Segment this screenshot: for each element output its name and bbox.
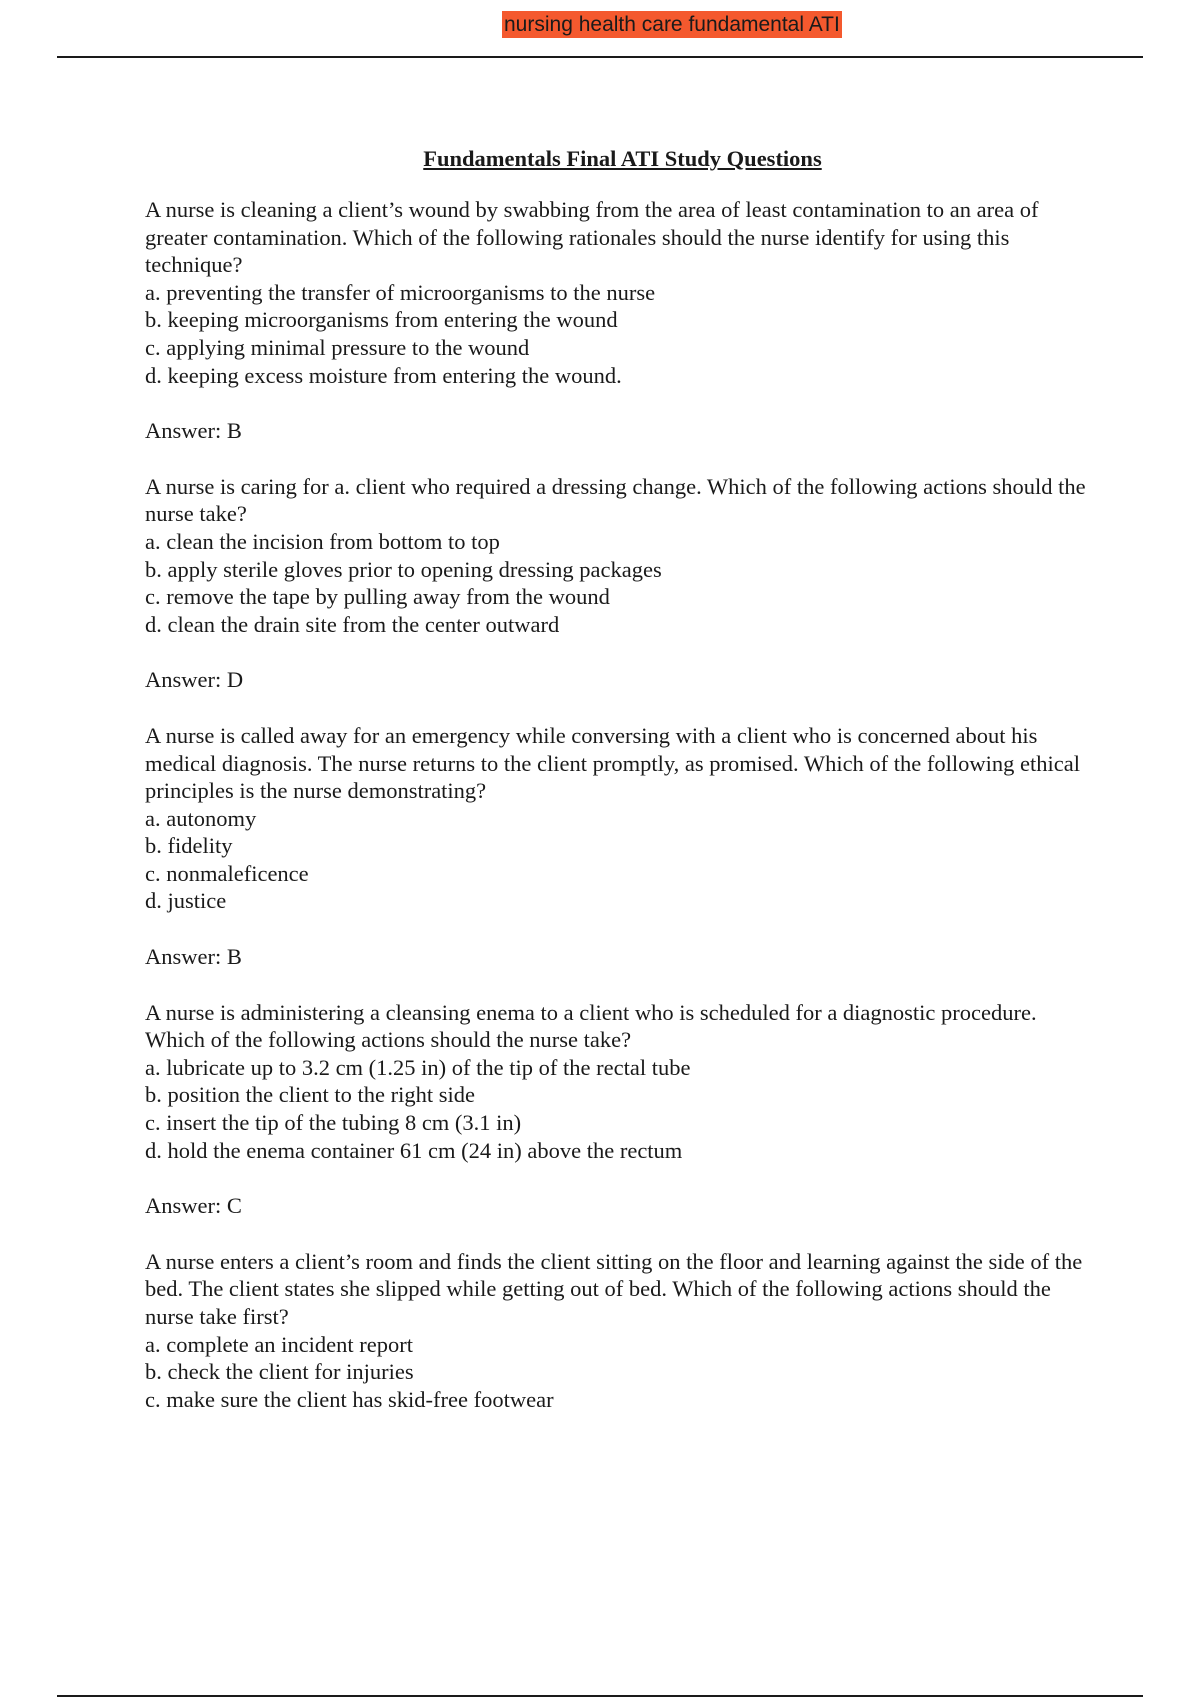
option-item: d. justice (145, 888, 227, 914)
option-item: a. lubricate up to 3.2 cm (1.25 in) of the tip of the rectal tube (145, 1054, 691, 1080)
question-block-1 (145, 196, 1090, 445)
option-item: b. check the client for injuries (145, 1359, 414, 1385)
option-item: c. make sure the client has skid-free footwear (145, 1386, 554, 1412)
option-item: c. nonmaleficence (145, 860, 309, 886)
question-text: A nurse is caring for a. client who required a dressing change. Which of the following actions should the nurse take? (145, 473, 1086, 527)
question-block-3 (145, 722, 1090, 971)
option-item: d. hold the enema container 61 cm (24 in) above the rectum (145, 1137, 683, 1163)
option-item: b. keeping microorganisms from entering the wound (145, 307, 618, 333)
header-divider (57, 56, 1143, 58)
document-body (145, 145, 1090, 1413)
option-item: a. autonomy (145, 805, 257, 831)
document-title: Fundamentals Final ATI Study Questions (423, 146, 822, 171)
option-item: d. keeping excess moisture from entering the wound. (145, 362, 622, 388)
option-item: a. preventing the transfer of microorganisms to the nurse (145, 279, 656, 305)
answer-line: Answer: C (145, 1193, 242, 1219)
option-list (145, 805, 1090, 915)
option-item: c. applying minimal pressure to the wound (145, 334, 530, 360)
question-text: A nurse enters a client’s room and finds the client sitting on the floor and learning against the side of the bed. The client states she slipped while getting out of bed. Which of the following actions should the nurse take first? (145, 1248, 1083, 1329)
option-list (145, 1054, 1090, 1164)
answer-line: Answer: D (145, 667, 244, 693)
answer-line: Answer: B (145, 418, 242, 444)
option-item: b. fidelity (145, 833, 233, 859)
question-text: A nurse is called away for an emergency while conversing with a client who is concerned about his medical diagnosis. The nurse returns to the client promptly, as promised. Which of the following ethical principles is the nurse demonstrating? (145, 722, 1080, 804)
question-block-4 (145, 999, 1090, 1220)
option-list (145, 528, 1090, 638)
option-item: a. clean the incision from bottom to top (145, 528, 500, 554)
question-block-2 (145, 473, 1090, 694)
option-item: b. apply sterile gloves prior to opening dressing packages (145, 556, 662, 582)
option-list (145, 1331, 1090, 1414)
answer-line: Answer: B (145, 944, 242, 970)
option-item: c. insert the tip of the tubing 8 cm (3.1 in) (145, 1110, 522, 1136)
option-list (145, 279, 1090, 389)
question-text: A nurse is administering a cleansing enema to a client who is scheduled for a diagnostic procedure. Which of the following actions should the nurse take? (145, 999, 1037, 1053)
option-item: b. position the client to the right side (145, 1082, 475, 1108)
page-header (0, 0, 1200, 60)
option-item: a. complete an incident report (145, 1331, 414, 1357)
option-item: c. remove the tape by pulling away from the wound (145, 584, 610, 610)
header-highlight-label: nursing health care fundamental ATI (504, 13, 840, 36)
question-block-5 (145, 1248, 1090, 1414)
option-item: d. clean the drain site from the center outward (145, 611, 560, 637)
question-text: A nurse is cleaning a client’s wound by swabbing from the area of least contamination to an area of greater contamination. Which of the following rationales should the nurse identify for using this technique? (145, 197, 1039, 278)
footer-divider (57, 1695, 1143, 1697)
